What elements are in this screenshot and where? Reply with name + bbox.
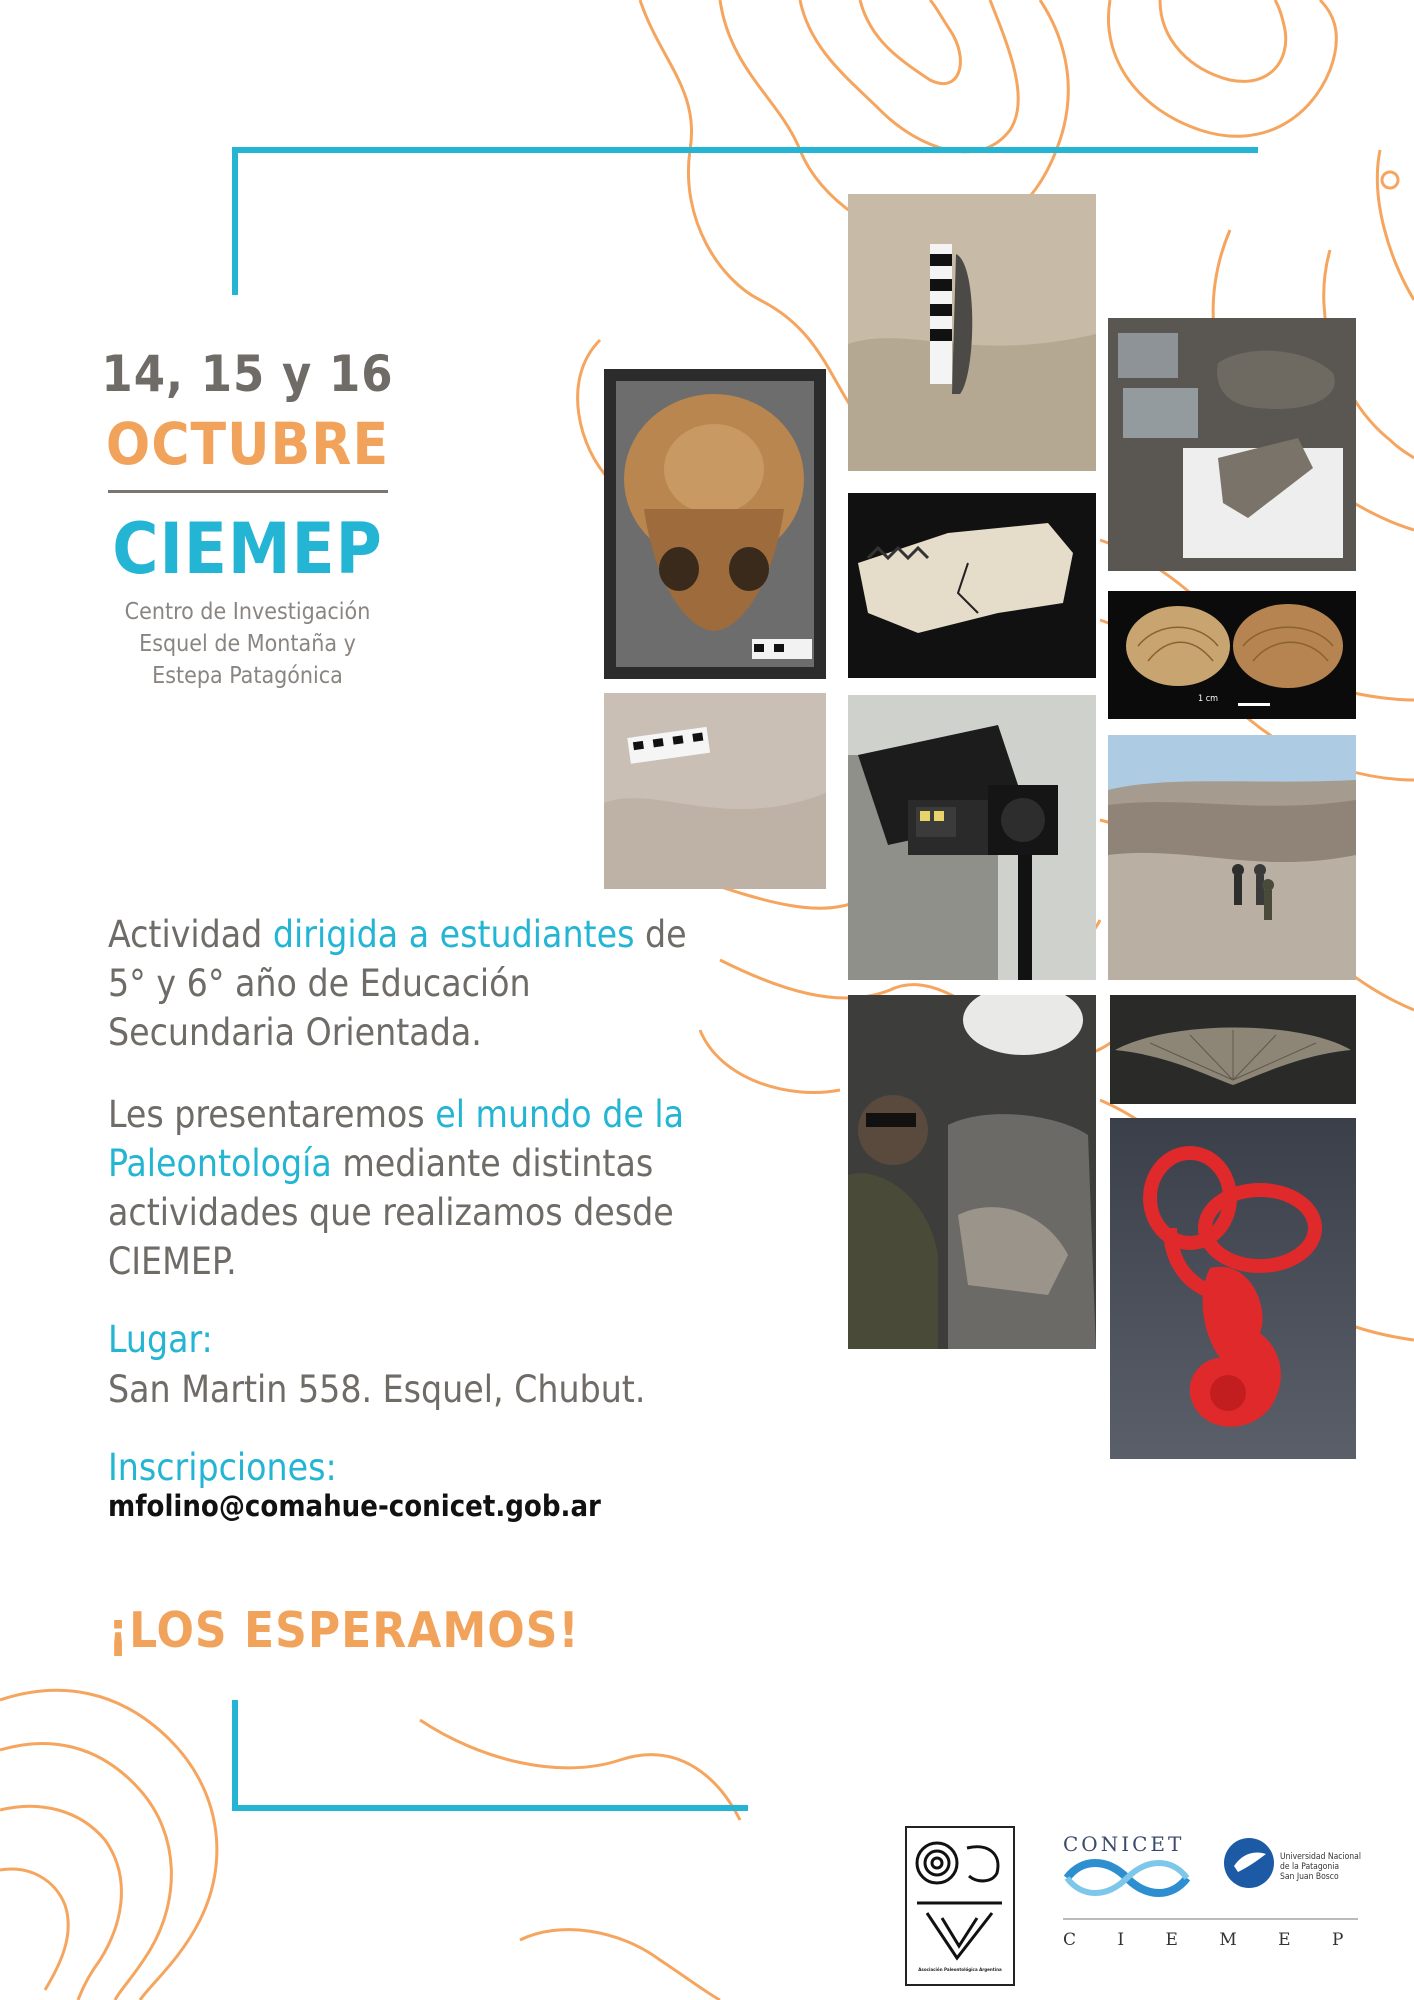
logo-divider [1063,1918,1358,1920]
apa-caption: Asociación Paleontológica Argentina [918,1968,1002,1973]
shells-scale-label: 1 cm [1198,694,1219,704]
unp-name [1280,1852,1361,1882]
event-dates: 14, 15 y 16 [101,345,394,403]
photo-skull [604,369,826,679]
presentation-description [108,1090,728,1286]
apa-emblem-icon [907,1828,1013,1968]
photo-rock-with-scale [604,693,826,889]
text-span: de 5° y 6° año de Educación Secundaria Orientada. [108,913,687,1054]
call-to-action: ¡LOS ESPERAMOS! [108,1602,580,1659]
apa-logo [905,1826,1015,1986]
org-acronym: CIEMEP [112,508,383,590]
conicet-infinity-icon [1062,1858,1192,1898]
photo-shells [1108,591,1356,719]
photo-camera-on-tripod [848,695,1096,980]
org-name-line: Esquel de Montaña y [139,631,356,657]
photo-inner-ear-model [1110,1118,1356,1459]
photo-brachiopod [1110,995,1356,1104]
photo-fossils-in-boxes [1108,318,1356,571]
event-month: OCTUBRE [105,410,390,478]
photo-field-scale-bone [848,194,1096,471]
divider [108,490,388,493]
registration-email[interactable]: mfolino@comahue-conicet.gob.ar [108,1489,601,1523]
unp-line: San Juan Bosco [1280,1872,1339,1882]
unp-seal-icon [1222,1836,1276,1890]
unp-line: de la Patagonia [1280,1862,1340,1872]
text-span: Actividad [108,913,273,956]
org-name-line: Centro de Investigación [124,599,371,625]
org-full-name [100,596,395,692]
location-label: Lugar: [108,1318,213,1361]
highlight-audience: dirigida a estudiantes [272,913,635,956]
conicet-wordmark: CONICET [1063,1832,1185,1856]
activity-description [108,910,728,1057]
location-address: San Martin 558. Esquel, Chubut. [108,1368,646,1411]
highlight-paleontology: el mundo de la Paleontología [108,1093,685,1185]
org-name-line: Estepa Patagónica [152,663,343,689]
photo-field-landscape [1108,735,1356,980]
registration-label: Inscripciones: [108,1446,337,1489]
text-span: mediante distintas actividades que realizamos desde CIEMEP. [108,1142,674,1283]
unp-line: Universidad Nacional [1280,1852,1361,1862]
ciemep-wordmark: C I E M E P [1063,1930,1362,1950]
photo-jaw-fragment [848,493,1096,678]
photo-lab-preparation [848,995,1096,1349]
text-span: Les presentaremos [108,1093,436,1136]
